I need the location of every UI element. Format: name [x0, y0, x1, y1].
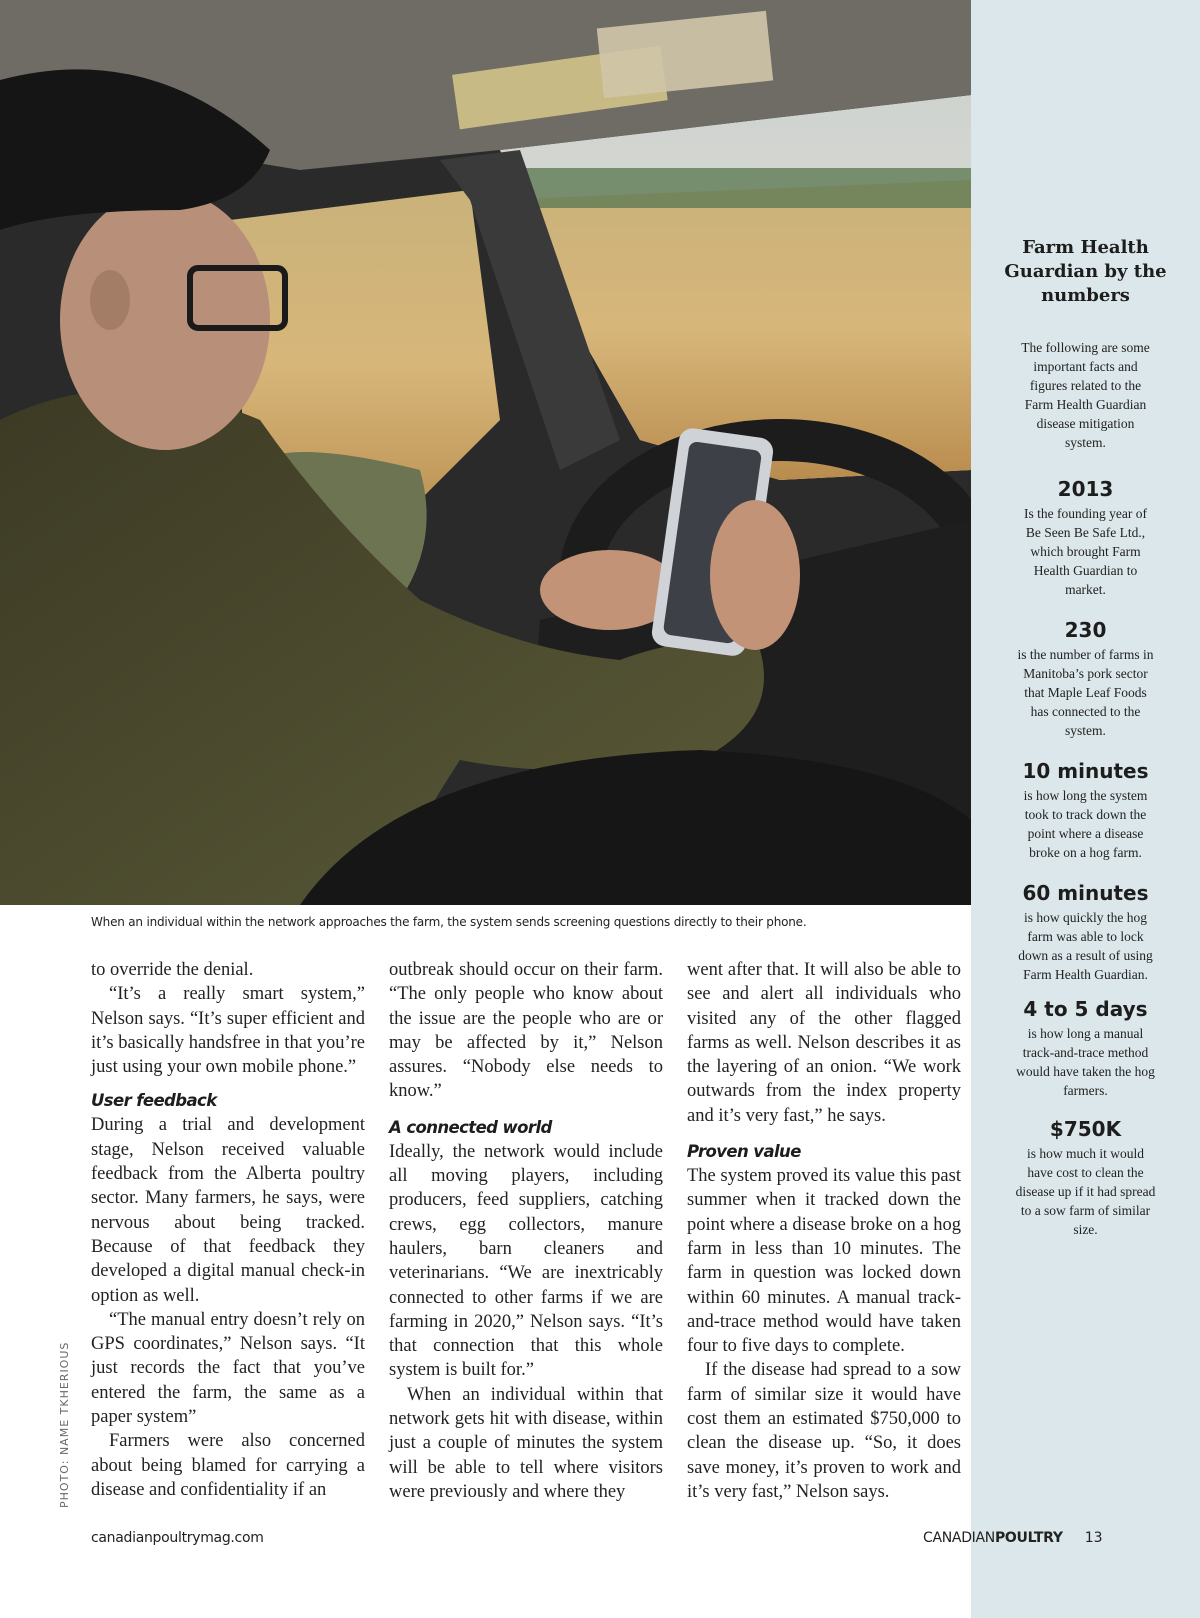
- stat-description: is how quickly the hog farm was able to lock down as a result of using Farm Health Guardian.: [1018, 910, 1153, 982]
- stat-description: Is the founding year of Be Seen Be Safe Ltd., which brought Farm Health Guardian to market.: [1024, 506, 1147, 597]
- photo-credit: PHOTO: NAME TKHERIOUS: [58, 1341, 71, 1508]
- paragraph: “The manual entry doesn’t rely on GPS coordinates,” Nelson says. “It just records the fact that you’ve entered the farm, the same as a paper system”: [91, 1309, 365, 1428]
- section-heading: Proven value: [687, 1142, 801, 1162]
- sidebar-intro: The following are some important facts and figures related to the Farm Health Guardian disease mitigation system.: [1021, 340, 1150, 450]
- masthead-bold: POULTRY: [994, 1530, 1063, 1546]
- paragraph: During a trial and development stage, Nelson received valuable feedback from the Alberta poultry sector. Many farmers, he says, were nervous about being tracked. Because of that feedback they developed a digital manual check-in option as well.: [91, 1115, 365, 1306]
- stat-value: 60 minutes: [1022, 881, 1149, 905]
- stat-item: [971, 758, 1200, 862]
- stat-item: [971, 996, 1200, 1100]
- sidebar-title: Farm Health Guardian by the numbers: [1004, 237, 1167, 306]
- stat-description: is how long a manual track-and-trace method would have taken the hog farmers.: [1016, 1026, 1155, 1098]
- stat-value: 230: [1064, 618, 1107, 642]
- masthead-light: CANADIAN: [923, 1530, 995, 1546]
- stat-value: 4 to 5 days: [1023, 997, 1148, 1021]
- article-column-2: [389, 958, 663, 1504]
- article-column-3: [687, 958, 961, 1504]
- stat-item: [971, 617, 1200, 740]
- paragraph: Farmers were also concerned about being blamed for carrying a disease and confidentiality if an: [91, 1431, 365, 1500]
- stat-value: 10 minutes: [1022, 759, 1149, 783]
- stat-value: $750K: [1049, 1117, 1122, 1141]
- paragraph: The system proved its value this past summer when it tracked down the point where a disease broke on a hog farm in less than 10 minutes. The farm in question was locked down within 60 minutes. A manual track-and-trace method would have taken four to five days to complete.: [687, 1166, 961, 1357]
- article-photo: [0, 0, 971, 905]
- section-heading: User feedback: [91, 1091, 217, 1111]
- stat-item: [971, 1116, 1200, 1239]
- stat-item: [971, 476, 1200, 599]
- paragraph: outbreak should occur on their farm. “The only people who know about the issue are the people who are or may be affected by it,” Nelson assures. “Nobody else needs to know.”: [389, 960, 663, 1102]
- page-number: 13: [1084, 1530, 1103, 1546]
- paragraph: went after that. It will also be able to see and alert all individuals who visited any of the other flagged farms as well. Nelson describes it as the layering of an onion. “We work outwards from the index property and it’s very fast,” he says.: [687, 960, 961, 1126]
- article-column-1: [91, 958, 365, 1502]
- sidebar-panel: [971, 0, 1200, 1618]
- stat-item: [971, 880, 1200, 984]
- paragraph: “It’s a really smart system,” Nelson says. “It’s super efficient and it’s basically handsfree in that you’re just using your own mobile phone.”: [91, 984, 365, 1078]
- stat-value: 2013: [1057, 477, 1114, 501]
- sidebar-content: [971, 236, 1200, 1239]
- paragraph: If the disease had spread to a sow farm of similar size it would have cost them an estimated $750,000 to clean the disease up. “So, it does save money, it’s proven to work and it’s very fast,” Nelson says.: [687, 1360, 961, 1502]
- paragraph: to override the denial.: [91, 960, 254, 980]
- paragraph: Ideally, the network would include all moving players, including producers, feed suppliers, catching crews, egg collectors, manure haulers, barn cleaners and veterinarians. “We are inextricably connected to other farms if we are farming in 2020,” Nelson says. “It’s that connection that this whole system is built for.”: [389, 1141, 663, 1381]
- footer-masthead: [923, 1530, 1103, 1546]
- stat-description: is how much it would have cost to clean the disease up if it had spread to a sow farm of similar size.: [1015, 1146, 1156, 1237]
- footer-website: canadianpoultrymag.com: [91, 1530, 264, 1546]
- photo-caption: When an individual within the network approaches the farm, the system sends screening questions directly to their phone.: [91, 915, 807, 929]
- paragraph: When an individual within that network gets hit with disease, within just a couple of minutes the system will be able to tell where visitors were previously and where they: [389, 1384, 663, 1502]
- stat-description: is the number of farms in Manitoba’s pork sector that Maple Leaf Foods has connected to the system.: [1017, 647, 1154, 738]
- section-heading: A connected world: [389, 1117, 552, 1137]
- stat-description: is how long the system took to track down the point where a disease broke on a hog farm.: [1023, 788, 1148, 860]
